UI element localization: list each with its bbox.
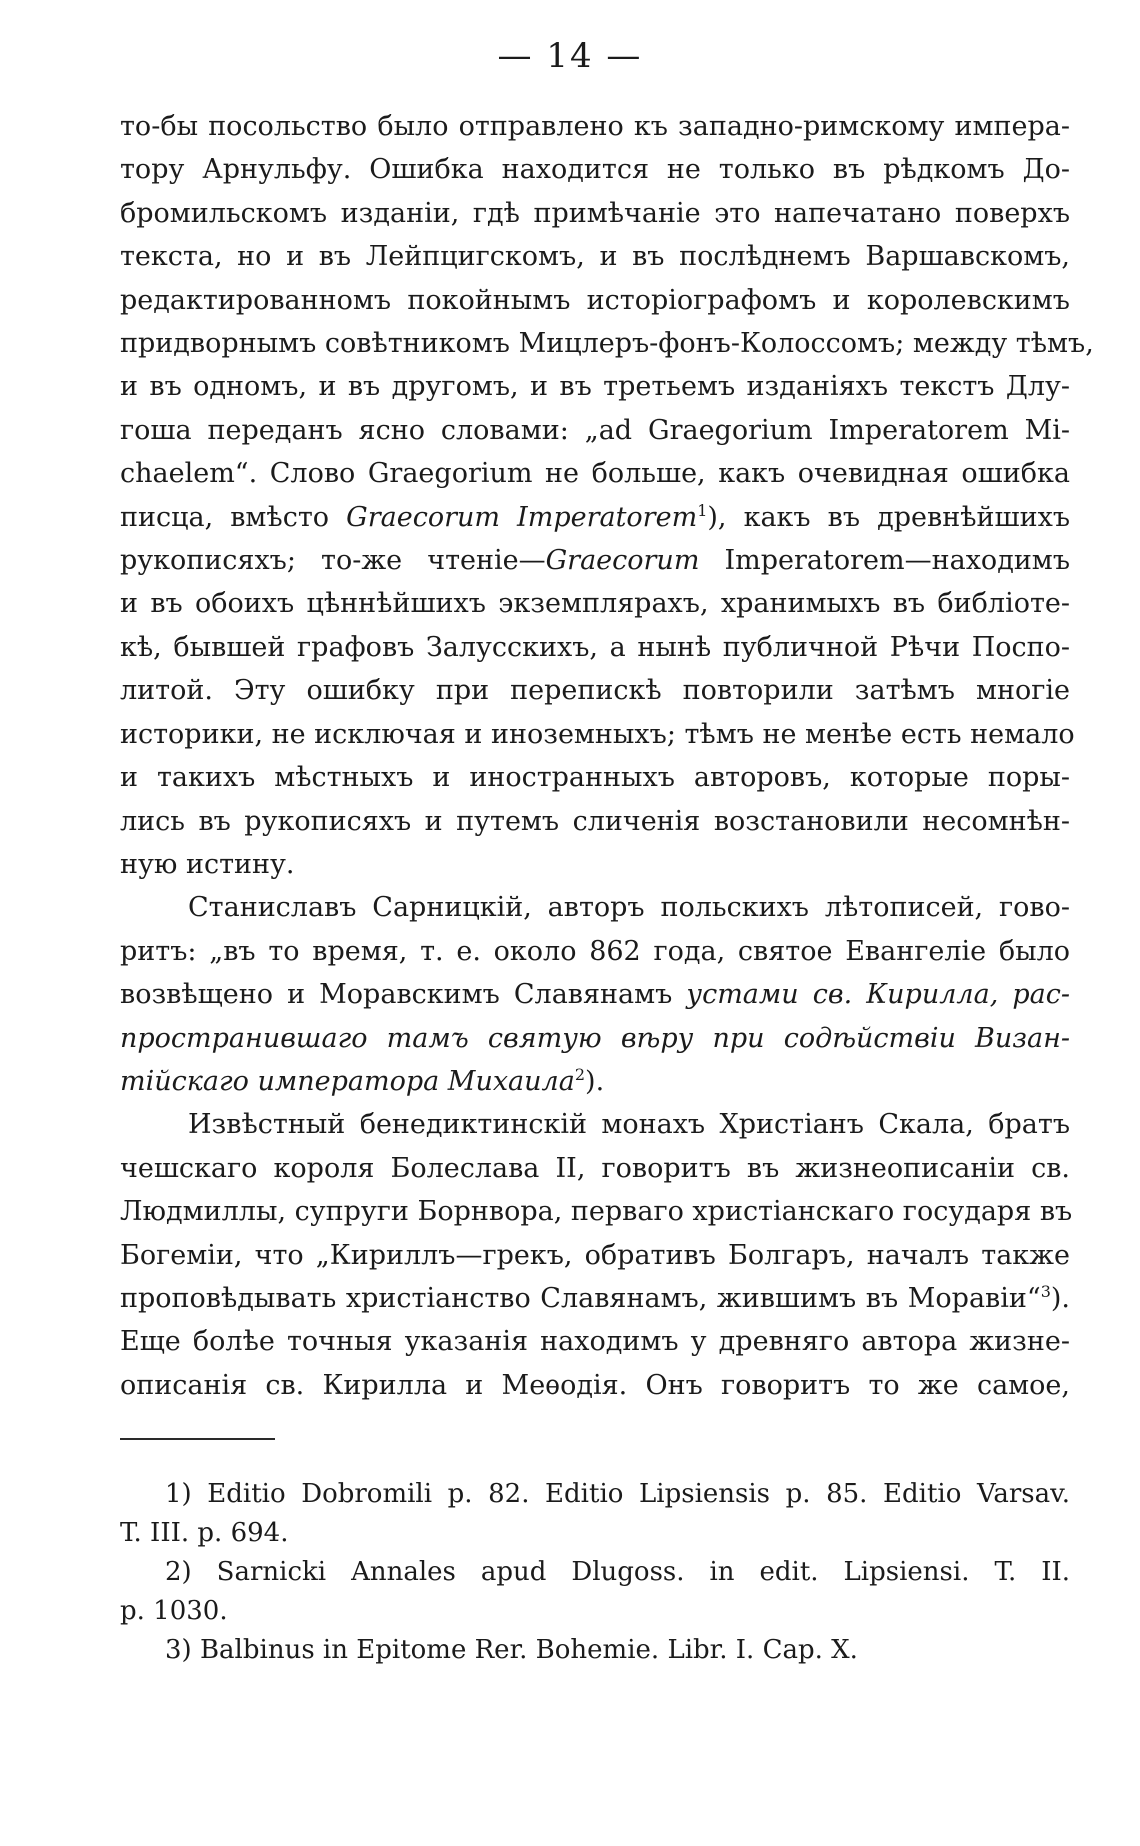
text-line: историки, не исключая и иноземныхъ; тѣмъ не менѣе есть немало [120, 718, 1075, 750]
text-line: и въ одномъ, и въ другомъ, и въ третьемъ изданіяхъ текстъ Длу- [120, 371, 1070, 403]
text-line: и въ обоихъ цѣннѣйшихъ экземплярахъ, хранимыхъ въ библіоте- [120, 588, 1070, 620]
footnote-mark: 3) [165, 1635, 192, 1665]
page-number: — 14 — [497, 36, 643, 76]
text-line: бромильскомъ изданіи, гдѣ примѣчаніе это напечатано поверхъ [120, 197, 1070, 229]
text-fragment: писца, вмѣсто [120, 501, 330, 533]
footnote-text: Balbinus in Epitome Rer. Bohemie. Libr. I. Cap. X. [199, 1635, 858, 1665]
text-fragment: Imperatorem—находимъ [699, 545, 1070, 577]
footnote-divider [120, 1438, 275, 1440]
text-line: то-бы посольство было отправлено къ западно-римскому импера- [120, 111, 1070, 142]
text-line: текста, но и въ Лейпцигскомъ, и въ послѣднемъ Варшавскомъ, [120, 241, 1070, 273]
italic-text: тійскаго императора Михаила [120, 1065, 575, 1097]
text-line [120, 1017, 1070, 1060]
italic-text: пространившаго тамъ святую вѣру при содѣйствіи Визан- [120, 1022, 1070, 1054]
text-line: литой. Эту ошибку при перепискѣ повторили затѣмъ многіе [120, 675, 1070, 707]
text-fragment: ). [585, 1065, 605, 1097]
text-line [120, 973, 1070, 1016]
text-line: кѣ, бывшей графовъ Залусскихъ, а нынѣ публичной Рѣчи Поспо- [120, 631, 1070, 663]
footnote-mark: 1) [165, 1479, 192, 1509]
text-fragment: ), какъ въ древнѣйшихъ [707, 501, 1070, 533]
text-line: гоша переданъ ясно словами: „ad Graegorium Imperatorem Mi- [120, 414, 1070, 446]
text-fragment: возвѣщено и Моравскимъ Славянамъ [120, 979, 673, 1011]
text-line: тору Арнульфу. Ошибка находится не только въ рѣдкомъ До- [120, 154, 1070, 186]
text-line: Богеміи, что „Кириллъ—грекъ, обративъ Болгаръ, началъ также [120, 1239, 1070, 1271]
italic-text: Graecorum [545, 545, 700, 577]
text-line: ную истину. [120, 848, 295, 880]
text-fragment: проповѣдывать христіанство Славянамъ, жившимъ въ Моравіи“ [120, 1282, 1041, 1314]
text-fragment: ). [1050, 1282, 1070, 1314]
text-line: Людмиллы, супруги Борнвора, перваго христіанскаго государя въ [120, 1196, 1073, 1228]
main-text [120, 105, 1094, 1407]
text-line: чешскаго короля Болеслава II, говоритъ въ жизнеописаніи св. [120, 1152, 1070, 1184]
footnote-ref[interactable]: 2 [574, 1064, 586, 1084]
footnote-mark: 2) [165, 1557, 192, 1587]
text-line [120, 539, 1070, 582]
footnote-2 [120, 1553, 1070, 1592]
text-line: и такихъ мѣстныхъ и иностранныхъ авторовъ, которые поры- [120, 762, 1070, 794]
text-line: Еще болѣе точныя указанія находимъ у древняго автора жизне- [120, 1326, 1070, 1358]
text-line: придворнымъ совѣтникомъ Мицлеръ-фонъ-Колоссомъ; между тѣмъ, [120, 328, 1094, 360]
text-line: chaelem“. Слово Graegorium не больше, какъ очевидная ошибка [120, 458, 1070, 490]
italic-text: устами св. Кирилла, рас- [686, 979, 1070, 1011]
text-line [120, 1277, 1070, 1320]
text-line [120, 496, 1070, 539]
text-line: редактированномъ покойнымъ исторіографомъ и королевскимъ [120, 284, 1070, 316]
footnote-text: Sarnicki Annales apud Dlugoss. in edit. Lipsiensi. T. II. [216, 1557, 1071, 1587]
footnote-2-cont: p. 1030. [120, 1596, 228, 1626]
footnote-text: Editio Dobromili p. 82. Editio Lipsiensis p. 85. Editio Varsav. [207, 1479, 1070, 1509]
text-line: Станиславъ Сарницкій, авторъ польскихъ лѣтописей, гово- [188, 892, 1070, 924]
text-line: лись въ рукописяхъ и путемъ сличенія возстановили несомнѣн- [120, 805, 1070, 837]
footnote-ref[interactable]: 3 [1040, 1281, 1051, 1301]
footnotes [120, 1475, 1070, 1670]
text-line [120, 1060, 1070, 1103]
text-line: Извѣстный бенедиктинскій монахъ Христіанъ Скала, братъ [188, 1109, 1070, 1141]
footnote-1-cont: T. III. p. 694. [120, 1518, 289, 1548]
footnote-3 [120, 1631, 1070, 1670]
text-line: описанія св. Кирилла и Меѳодія. Онъ говоритъ то же самое, [120, 1369, 1070, 1401]
italic-text: Graecorum Imperatorem [346, 501, 698, 533]
text-fragment: рукописяхъ; то-же чтеніе— [120, 545, 546, 577]
footnote-ref[interactable]: 1 [697, 500, 708, 520]
footnote-1 [120, 1475, 1070, 1514]
text-line: ритъ: „въ то время, т. е. около 862 года, святое Евангеліе было [120, 935, 1070, 967]
